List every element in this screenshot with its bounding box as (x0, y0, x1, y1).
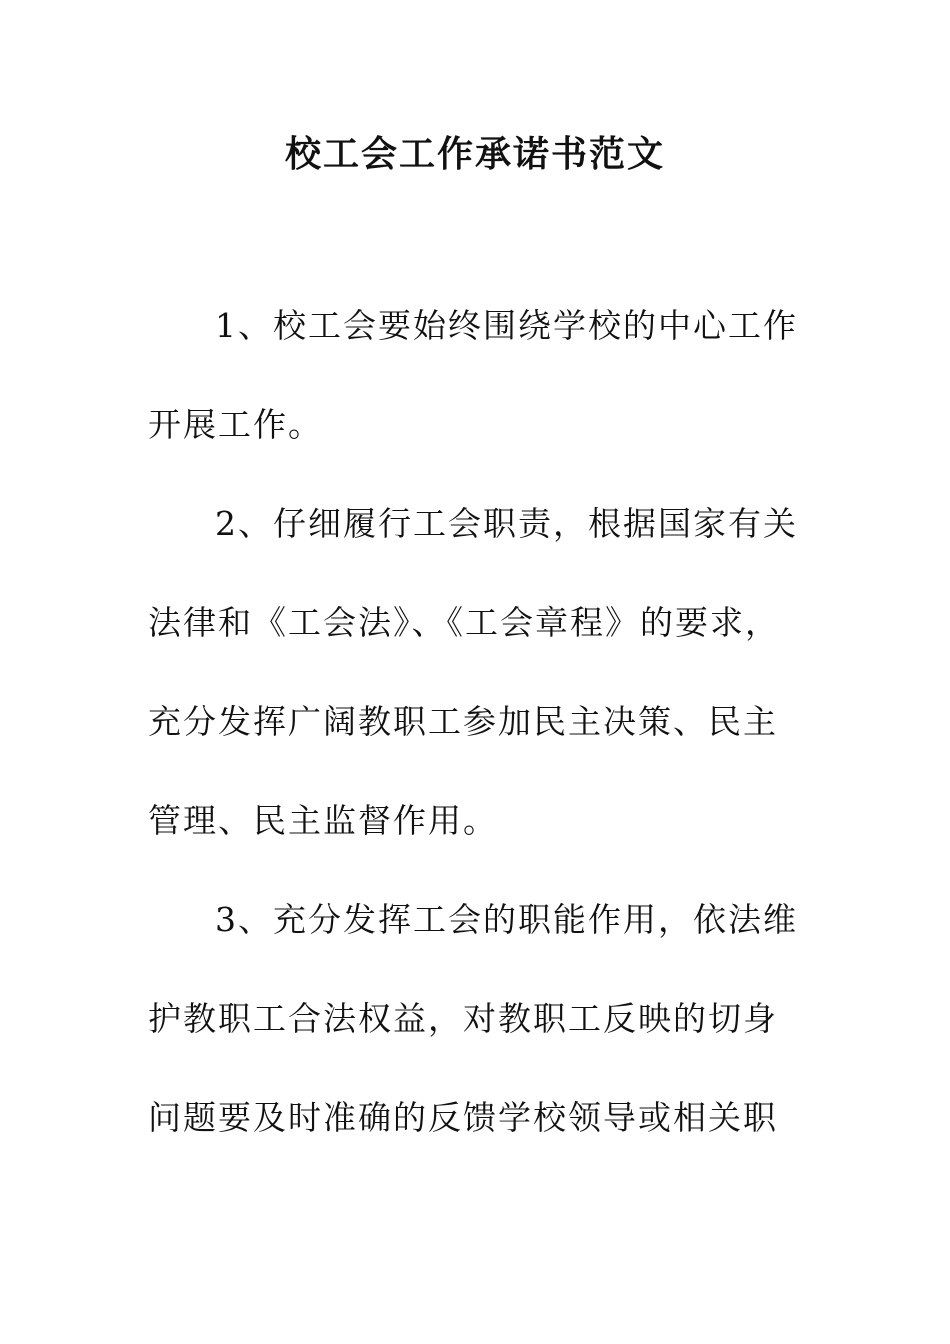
paragraph-2 (148, 494, 798, 890)
document-title: 校工会工作承诺书范文 (284, 133, 665, 175)
paragraph-line: 2、仔细履行工会职责，根据国家有关 (215, 504, 798, 543)
paragraph-line: 开展工作。 (148, 405, 323, 444)
paragraph-line: 3、充分发挥工会的职能作用，依法维 (215, 900, 798, 939)
paragraph-line: 1、校工会要始终围绕学校的中心工作 (215, 306, 798, 345)
paragraph-line: 护教职工合法权益，对教职工反映的切身 (148, 999, 778, 1038)
document-body (148, 296, 798, 1187)
paragraph-3 (148, 890, 798, 1187)
paragraph-line: 充分发挥广阔教职工参加民主决策、民主 (148, 702, 778, 741)
paragraph-1 (148, 296, 798, 494)
paragraph-line: 问题要及时准确的反馈学校领导或相关职 (148, 1098, 778, 1137)
paragraph-line: 法律和《工会法》、《工会章程》的要求， (148, 603, 780, 642)
paragraph-line: 管理、民主监督作用。 (148, 801, 498, 840)
